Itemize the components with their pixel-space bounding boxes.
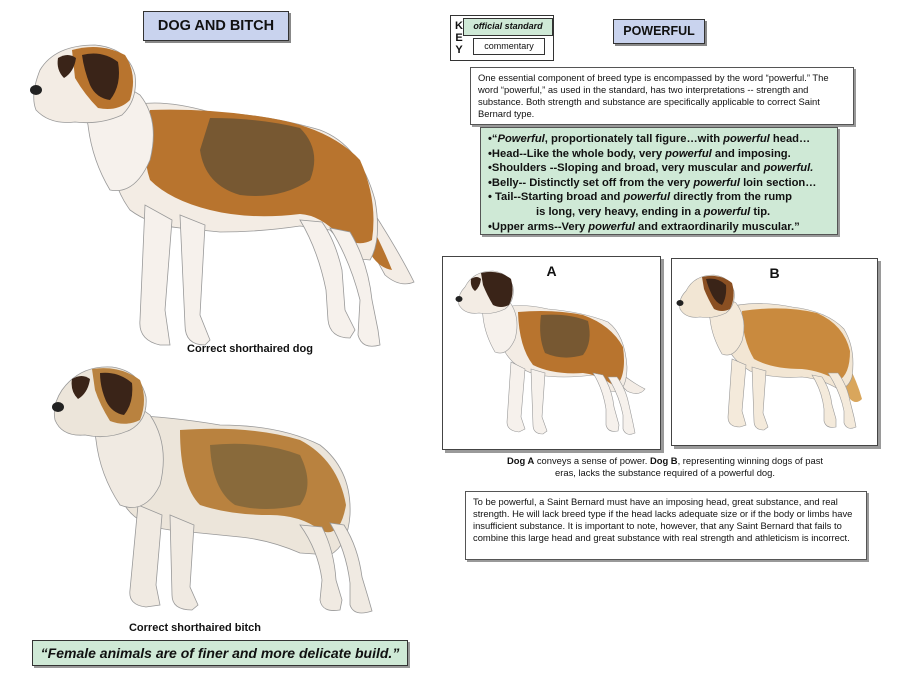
frame-dog-a <box>442 256 661 450</box>
standard-line: •Upper arms--Very powerful and extraordinarily muscular.” <box>488 220 800 233</box>
standard-line: •Shoulders --Sloping and broad, very muscular and powerful. <box>488 162 814 175</box>
dog-caption: Correct shorthaired dog <box>187 343 313 355</box>
key-letter-e: E <box>455 32 463 44</box>
intro-paragraph: One essential component of breed type is encompassed by the word “powerful.” The word “powerful,” as used in the standard, has two interpretations -- strength and substance. Both strength and substance are specifically applicable to correct Saint Bernard type. <box>470 67 854 125</box>
standard-line: •“Powerful, proportionately tall figure…with powerful head… <box>488 133 811 145</box>
key-letter-y: Y <box>455 44 463 56</box>
left-title: DOG AND BITCH <box>143 11 289 41</box>
frame-b-label: B <box>769 265 780 281</box>
frame-a-label: A <box>546 263 557 279</box>
bitch-caption: Correct shorthaired bitch <box>128 622 262 634</box>
comparison-caption: Dog A conveys a sense of power. Dog B, representing winning dogs of past eras, lacks the substance required of a powerful dog. <box>507 455 823 478</box>
key-official-standard: official standard <box>463 18 553 36</box>
conclusion-paragraph: To be powerful, a Saint Bernard must have an imposing head, great substance, and real strength. He will lack breed type if the head lacks adequate size or if the body or limbs have insufficient substance. It is important to note, however, that any Saint Bernard that fails to combine this large head and great substance with real strength and athleticism is incorrect. <box>465 491 867 560</box>
key-letter-k: K <box>455 20 463 32</box>
dog-a-illustration <box>443 257 660 449</box>
standard-line: • Tail--Starting broad and powerful directly from the rump <box>488 191 792 204</box>
key-commentary: commentary <box>473 38 545 55</box>
female-quote: “Female animals are of finer and more delicate build.” <box>32 640 408 666</box>
standard-line: •Head--Like the whole body, very powerful and imposing. <box>488 147 791 160</box>
shorthaired-dog-illustration <box>0 0 430 360</box>
frame-dog-b <box>671 258 878 446</box>
standard-line: is long, very heavy, ending in a powerful tip. <box>536 205 771 218</box>
dog-b-illustration <box>672 259 877 445</box>
official-standard-excerpt <box>480 127 838 235</box>
key-legend <box>450 15 554 61</box>
right-title: POWERFUL <box>613 19 705 44</box>
standard-line: •Belly-- Distinctly set off from the very powerful loin section… <box>488 176 817 189</box>
shorthaired-bitch-illustration <box>0 355 430 620</box>
